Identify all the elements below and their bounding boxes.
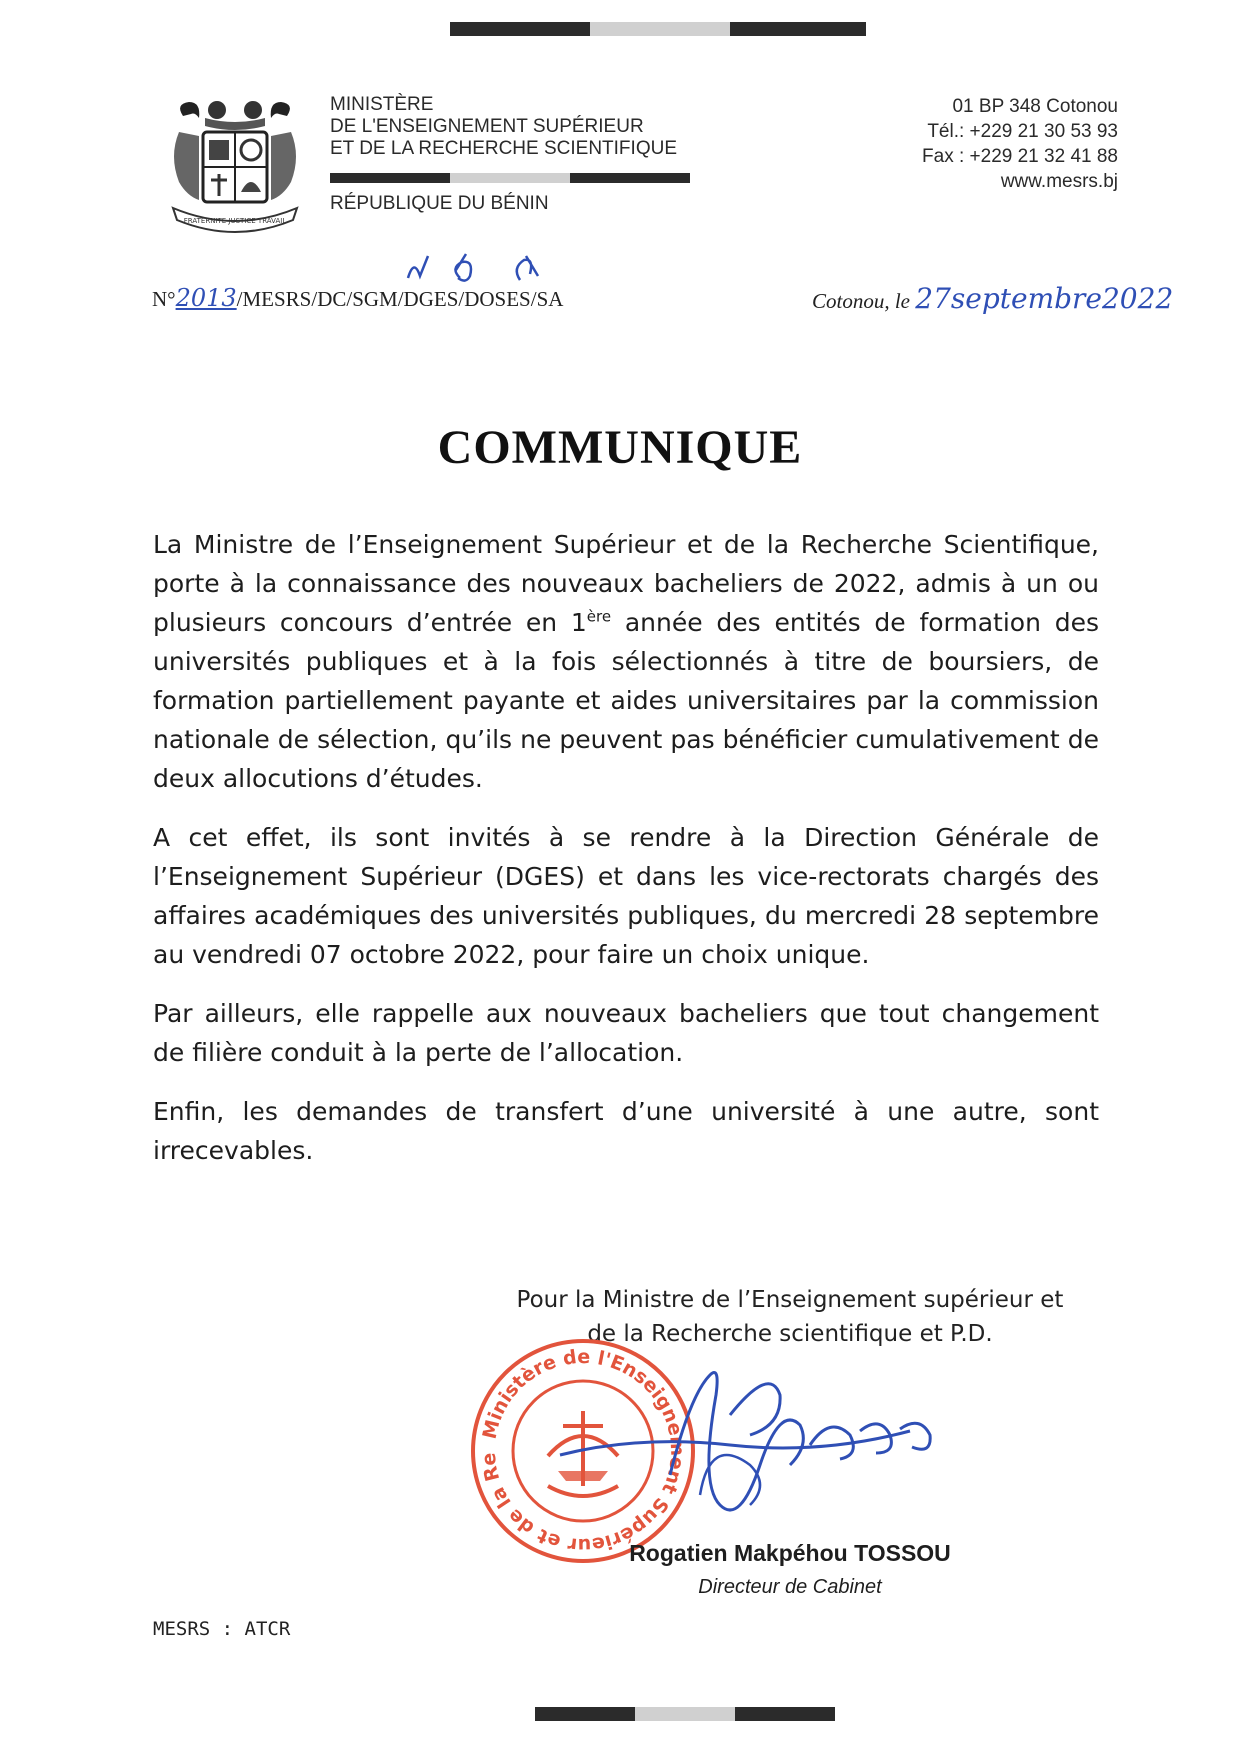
signature-intro-line: de la Recherche scientifique et P.D. <box>587 1321 993 1347</box>
contact-tel: Tél.: +229 21 30 53 93 <box>927 121 1118 142</box>
reference-prefix: N° <box>152 287 176 311</box>
paragraph-1 <box>153 525 1099 798</box>
ministry-divider <box>330 173 690 183</box>
contact-fax: Fax : +229 21 32 41 88 <box>922 146 1118 167</box>
footer-code: MESRS : ATCR <box>153 1618 291 1640</box>
republic-name: RÉPUBLIQUE DU BÉNIN <box>330 193 549 214</box>
reference-number <box>152 284 563 312</box>
reference-handwritten-number: 2013 <box>175 284 237 312</box>
contact-website[interactable]: www.mesrs.bj <box>1000 171 1118 192</box>
coat-of-arms-logo <box>165 96 305 234</box>
ministry-line: DE L'ENSEIGNEMENT SUPÉRIEUR <box>330 116 644 137</box>
handwritten-date: 27septembre2022 <box>915 282 1174 315</box>
svg-text:Ministère de l'Enseignement Su: Ministère de l'Enseignement Supérieur et de la Re <box>477 1345 689 1557</box>
ordinal-superscript: ère <box>586 607 612 626</box>
reference-path: /MESRS/DC/SGM/DGES/DOSES/SA <box>236 287 564 311</box>
contact-block <box>922 94 1118 194</box>
top-color-band <box>450 22 866 36</box>
paragraph-3: Par ailleurs, elle rappelle aux nouveaux bacheliers que tout changement de filière conduit à la perte de l’allocation. <box>153 999 1099 1067</box>
initials-marks <box>400 248 570 288</box>
bottom-color-band <box>535 1707 835 1721</box>
signer-name: Rogatien Makpéhou TOSSOU <box>629 1540 951 1566</box>
paragraph-1-part-b: année des entités de formation des universités publiques et à la fois sélectionnés à titre de boursiers, de formation partiellement payante et aides universitaires par la commission nationale de sélection, qu’ils ne peuvent pas bénéficier cumulativement de deux allocutions d’études. <box>153 608 1099 793</box>
document-title: COMMUNIQUE <box>437 421 803 474</box>
ministry-line: ET DE LA RECHERCHE SCIENTIFIQUE <box>330 138 677 159</box>
handwritten-signature <box>520 1335 960 1525</box>
svg-text:FRATERNITE JUSTICE TRAVAIL: FRATERNITE JUSTICE TRAVAIL <box>183 217 287 225</box>
signer-role: Directeur de Cabinet <box>698 1576 882 1598</box>
place-date <box>812 282 1173 315</box>
communique-body <box>153 525 1099 1190</box>
ministry-line: MINISTÈRE <box>330 94 434 115</box>
place-label: Cotonou, le <box>812 289 910 313</box>
paragraph-1-part-a: La Ministre de l’Enseignement Supérieur et de la Recherche Scientifique, porte à la connaissance des nouveaux bacheliers de 2022, admis à un ou plusieurs concours d’entrée en 1 <box>153 530 1099 637</box>
signature-intro-line: Pour la Ministre de l’Enseignement supérieur et <box>516 1287 1064 1313</box>
paragraph-4: Enfin, les demandes de transfert d’une université à une autre, sont irrecevables. <box>153 1097 1099 1165</box>
contact-address: 01 BP 348 Cotonou <box>952 96 1118 117</box>
paragraph-2: A cet effet, ils sont invités à se rendre à la Direction Générale de l’Enseignement Supérieur (DGES) et dans les vice-rectorats chargés des affaires académiques des universités publiques, du mercredi 28 septembre au vendredi 07 octobre 2022, pour faire un choix unique. <box>153 823 1099 969</box>
ministry-name <box>330 94 677 160</box>
